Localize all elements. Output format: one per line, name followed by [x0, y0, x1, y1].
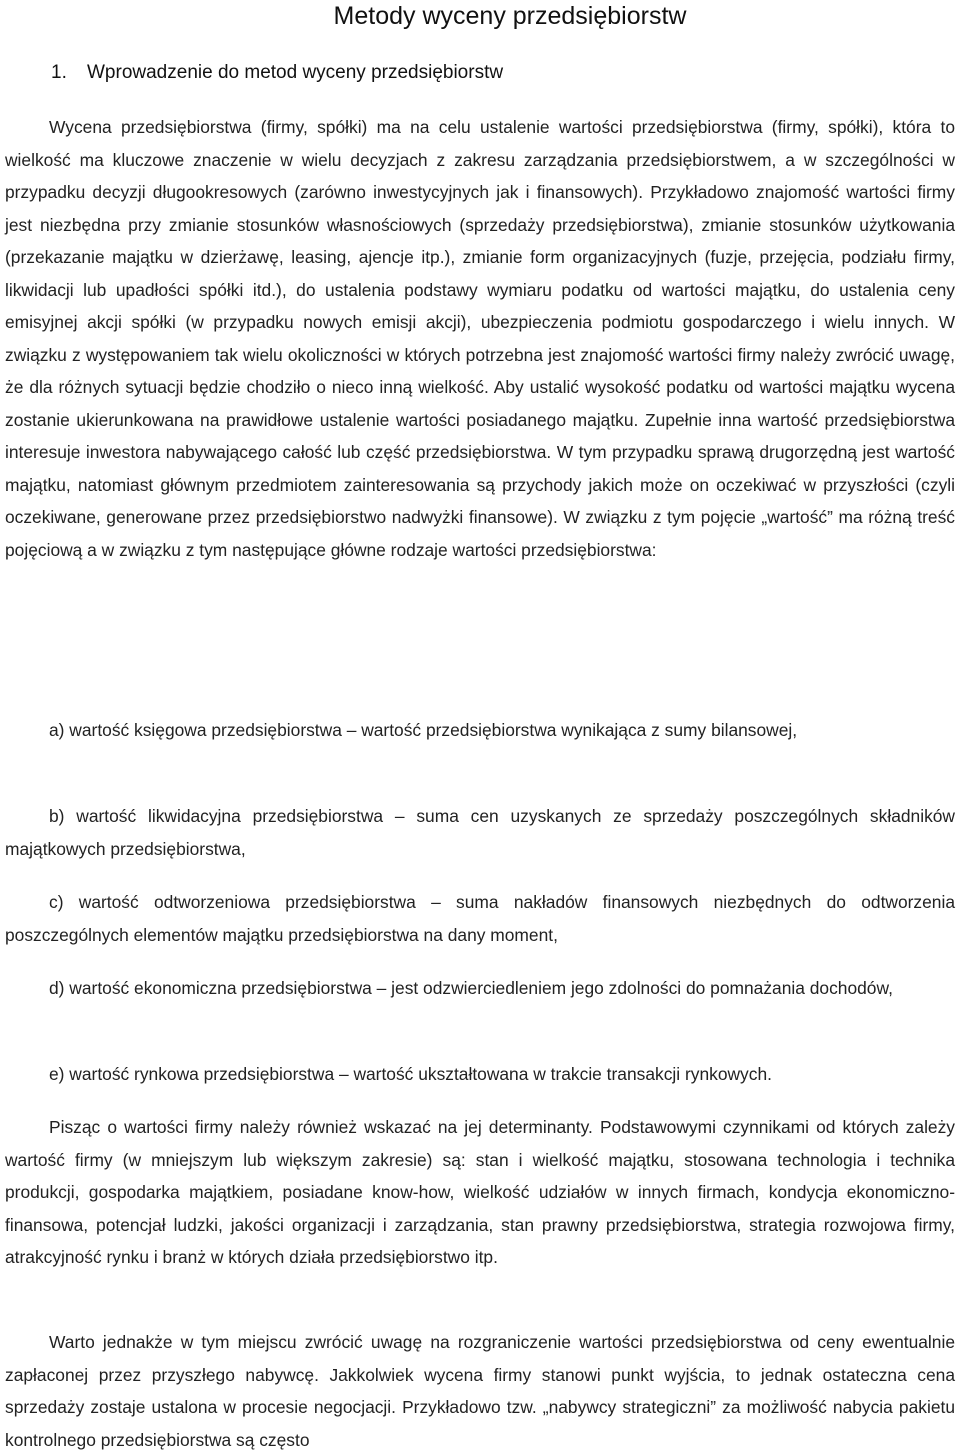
document-title: Metody wyceny przedsiębiorstw	[333, 2, 687, 30]
list-item-b: b) wartość likwidacyjna przedsiębiorstwa – suma cen uzyskanych ze sprzedaży poszczególnych składników majątkowych przedsiębiorstwa,	[5, 806, 955, 859]
distinction-paragraph: Warto jednakże w tym miejscu zwrócić uwagę na rozgraniczenie wartości przedsiębiorstwa od ceny ewentualnie zapłaconej przez przyszłego nabywcę. Jakkolwiek wycena firmy stanowi punkt wyjścia, to jednak ostateczna cena sprzedaży zostaje ustalona w procesie negocjacji. Przykładowo tzw. „nabywcy strategiczni” za możliwość nabycia pakietu kontrolnego przedsiębiorstwa są często	[5, 1332, 955, 1450]
section-heading-text: Wprowadzenie do metod wyceny przedsiębiorstw	[87, 62, 504, 83]
section-heading	[51, 59, 503, 87]
section-number: 1.	[51, 62, 67, 83]
intro-paragraph: Wycena przedsiębiorstwa (firmy, spółki) ma na celu ustalenie wartości przedsiębiorstwa (firmy, spółki), która to wielkość ma kluczowe znaczenie w wielu decyzjach z zakresu zarządzania przedsiębiorstwem, a w szczególności w przypadku decyzji długookresowych (zarówno inwestycyjnych jak i finansowych). Przykładowo znajomość wartości firmy jest niezbędna przy zmianie stosunków własnościowych (sprzedaży przedsiębiorstwa), zmianie stosunków użytkowania (przekazanie majątku w dzierżawę, leasing, ajencje itp.), zmianie form organizacyjnych (fuzje, przejęcia, podziału firmy, likwidacji lub upadłości spółki itd.), do ustalenia podstawy wymiaru podatku od wartości majątku, do ustalenia ceny emisyjnej akcji spółki (w przypadku nowych emisji akcji), ubezpieczenia podmiotu gospodarczego i wielu innych. W związku z występowaniem tak wielu okoliczności w których potrzebna jest znajomość wartości firmy należy zwrócić uwagę, że dla różnych sytuacji będzie chodziło o nieco inną wielkość. Aby ustalić wysokość podatku od wartości majątku wycena zostanie ukierunkowana na prawidłowe ustalenie wartości posiadanego majątku. Zupełnie inna wartość przedsiębiorstwa interesuje inwestora nabywającego całość lub część przedsiębiorstwa. W tym przypadku sprawą drugorzędną jest wartość majątku, natomiast głównym przedmiotem zainteresowania są przychody jakich może on oczekiwać w przyszłości (czyli oczekiwane, generowane przez przedsiębiorstwo nadwyżki finansowe). W związku z tym pojęcie „wartość” ma różną treść pojęciową a w związku z tym następujące główne rodzaje wartości przedsiębiorstwa:	[5, 117, 955, 560]
list-item-e: e) wartość rynkowa przedsiębiorstwa – wartość ukształtowana w trakcie transakcji rynkowych.	[49, 1064, 772, 1084]
list-item-c: c) wartość odtworzeniowa przedsiębiorstwa – suma nakładów finansowych niezbędnych do odtworzenia poszczególnych elementów majątku przedsiębiorstwa na dany moment,	[5, 892, 955, 945]
list-item-d: d) wartość ekonomiczna przedsiębiorstwa – jest odzwierciedleniem jego zdolności do pomnażania dochodów,	[49, 978, 893, 998]
determinants-paragraph: Pisząc o wartości firmy należy również wskazać na jej determinanty. Podstawowymi czynnikami od których zależy wartość firmy (w mniejszym lub większym zakresie) są: stan i wielkość majątku, stosowana technologia i technika produkcji, gospodarka majątkiem, posiadane know-how, wielkość udziałów w innych firmach, kondycja ekonomiczno-finansowa, potencjał ludzki, jakości organizacji i zarządzania, stan prawny przedsiębiorstwa, strategia rozwojowa firmy, atrakcyjność rynku i branż w których działa przedsiębiorstwo itp.	[5, 1117, 955, 1267]
list-item-a: a) wartość księgowa przedsiębiorstwa – wartość przedsiębiorstwa wynikająca z sumy bilansowej,	[49, 720, 798, 740]
